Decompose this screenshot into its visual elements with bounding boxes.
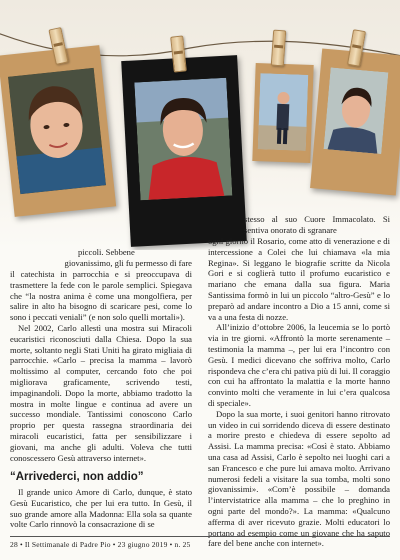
left-column-top-line-1: piccoli. Sebbene [78,247,135,257]
photo-standing-figure [258,73,309,151]
left-column-bottom [10,487,192,530]
right-paragraph-leucemia: All’inizio d’ottobre 2006, la leucemia se lo portò via in tre giorni. «Affrontò la morte serenamente – testimonia la mamma –, per lui era l’incontro con Gesù. I medici dicevano che soffriva molto, Carlo rispondeva che c’era chi pativa più di lui. Il coraggio con cui ha affrontato la malattia e la morte hanno convinto molti che veramente in lui c’era qualcosa di speciale». [208,322,390,408]
clothespin-3 [271,30,286,67]
right-paragraph-assisi: Dopo la sua morte, i suoi genitori hanno ritrovato un video in cui sorridendo diceva di essere destinato a morire presto e chiedeva di essere sepolto ad Assisi. La mamma precisa: «Così è stato. Abbiamo una casa ad Assisi, Carlo è sepolto nei luoghi cari a san Francesco e che pure lui amava molto. Arrivano numerosi fedeli a visitare la sua tomba, molti sono giovanissimi». «Com’è possibile – domanda l’intervistatrice alla mamma – che lo preghino in ogni parte del mondo?». La mamma: «Qualcuno afferma di aver ricevuto grazie. Molti educatori lo portano ad esempio come un giovane che ha saputo fare del bene anche con internet». [208,408,390,549]
photo-card-4 [310,49,400,196]
photo-card-1 [0,45,116,217]
left-paragraph-amore: Il grande unico Amore di Carlo, dunque, è stato Gesù Eucaristico, che per lui era tutto. In Gesù, il suo grande amore alla Madonna: Ella sola sa quante volte Carlo rinnovò la consacrazione di se [10,487,192,530]
photo-portrait-right [324,67,389,154]
right-column [208,236,390,549]
photo-young-man [134,78,232,201]
photo-boy-portrait [8,68,106,194]
right-paragraph-rosario: ogni giorno il Rosario, come atto di venerazione e di intercessione a Colei che lui chiamava «la mia Regina». Si leggano le biografie scritte da Nicola Gori e si coglierà tutto il profumo eucaristico e mariano che emana dalla sua figura. Maria Santissima formò in lui un piccolo “altro-Gesù” e lo preparò ad andare incontro a Dio a 15 anni, come si va a una festa di nozze. [208,236,390,322]
page-footer: 28 • Il Settimanale di Padre Pio • 23 giugno 2019 • n. 25 [10,540,191,549]
photo-card-2 [121,55,247,247]
left-column [10,269,192,463]
left-paragraph-intro: il catechista in parrocchia e si preoccupava di trasmettere la fede con le parole semplici. Spiegava che “la nostra anima è come una mongolfiera, per salire in alto ha bisogno di scaricare pesi, come lo sono i peccati veniali” (e non solo quelli mortali»). [10,269,192,323]
section-heading: “Arrivederci, non addio” [10,471,144,483]
right-column-top-line-1: stesso al suo Cuore Immacolato. Si sentiva onorato di sgranare [244,214,390,235]
left-paragraph-mostra: Nel 2002, Carlo allestì una mostra sui Miracoli eucaristici riconosciuti dalla Chiesa. Dopo la sua morte, soltanto negli Stati Uniti ha girato migliaia di parrocchie. «Carlo – precisa la mamma – lavorò moltissimo al computer, cercando foto che poi migliorava graficamente, scrivendo testi, impaginandoli. Dopo la morte, abbiamo tradotto la mostra in molte lingue e continua ad avere un successo mondiale. Tantissimi conoscono Carlo proprio per questa rassegna straordinaria dei miracoli eucaristici, fatta per sensibilizzare i giovani, ma anche gli adulti. Voleva che tutti conoscessero Gesù attraverso internet». [10,322,192,463]
left-column-top-line-2: giovanissimo, gli fu permesso di fare [64,258,192,268]
photo-card-3 [252,63,313,163]
footer-rule [10,536,390,537]
photo-banner [0,0,400,250]
